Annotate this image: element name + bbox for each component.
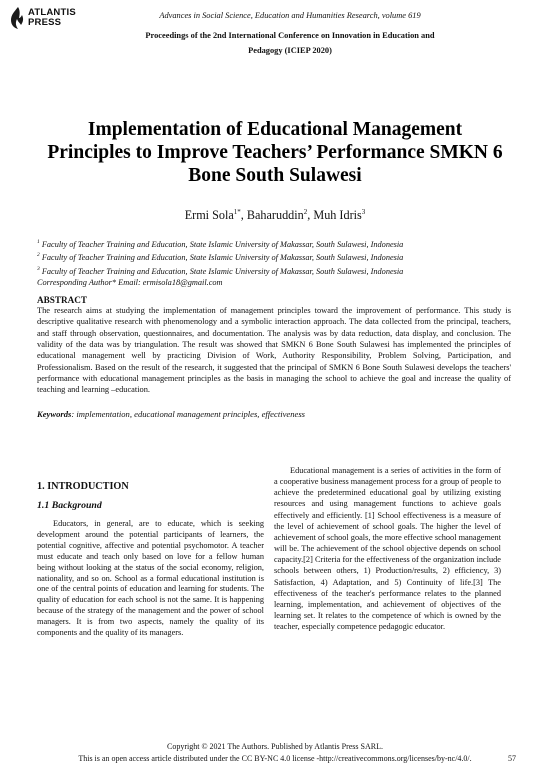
author-list: Ermi Sola$^{1*}$, Baharuddin$^2$, Muh Idris$^3$	[184, 208, 366, 223]
subsection-heading: 1.1 Background	[37, 500, 102, 511]
journal-line: Advances in Social Science, Education and Humanities Research, volume 619	[159, 11, 421, 20]
abstract-text: The research aims at studying the implementation of management principles toward the improvement of performance. This study is descriptive qualitative research with phenomenology and a symbolic interaction approach. The data collected from the principal, teachers, and staff through observation, questionnaires, and documentation. The analysis was by data reduction, data display, and conclusion. The validity of the data was by triangulation. The result was showed that SMKN 6 Bone South Sulawesi has implemented the principles of educational management well by practicing Division of Work, Authority Responsibility, Problem Solving, Participation, and Professionalism. Based on the result of the research, it suggested that the principal of SMKN 6 Bone South Sulawesi develops the teachers' performance with educational management principles as the basis in managing the school to achieve the goal and increase the quality of teaching and learning –education.	[37, 306, 511, 395]
body-paragraph-left: Educators, in general, are to educate, which is seeking development around the potential participants of learners, the potential cognitive, affective and potential psychomotor. A teacher must educate and teach only based on love for a fellow human being without looking at the status of the social economy, religion, nationality, and so on. School as a formal educational institution is one of the central points of education and learning for students. The quality of education for each school is not the same. It is happening because of the strategy of the management and the power of school managers. It is from two aspects, namely the quality of its components and the quality of its managers.	[37, 519, 264, 638]
proceedings-title	[100, 28, 480, 58]
corresponding-author: Corresponding Author* Email: ermisola18@gmail.com	[37, 278, 223, 288]
page-number: 57	[508, 754, 516, 763]
title-line-2: Principles to Improve Teachers’ Performance SMKN 6	[47, 142, 503, 163]
paper-title	[40, 118, 510, 187]
abstract-heading: ABSTRACT	[37, 295, 88, 305]
logo-line-1: ATLANTIS	[28, 7, 76, 18]
author-sup: 2	[303, 208, 308, 216]
author-name: Ermi Sola	[184, 208, 234, 223]
keywords	[37, 409, 511, 419]
copyright-line: Copyright © 2021 The Authors. Published by Atlantis Press SARL.	[167, 742, 383, 751]
author-sup: 1*	[233, 208, 241, 216]
affiliation-item: $^2$ Faculty of Teacher Training and Education, State Islamic University of Makassar, South Sulawesi, Indonesia	[37, 252, 404, 263]
affiliation-item: $^1$ Faculty of Teacher Training and Education, State Islamic University of Makassar, South Sulawesi, Indonesia	[37, 239, 404, 249]
title-line-3: Bone South Sulawesi	[188, 165, 362, 186]
proceedings-line-2: Pedagogy (ICIEP 2020)	[248, 46, 332, 55]
atlantis-press-logo	[8, 6, 88, 32]
author-sup: 3	[361, 208, 366, 216]
keywords-text: : implementation, educational management principles, effectiveness	[71, 409, 306, 419]
title-line-1: Implementation of Educational Management	[87, 119, 463, 140]
author-name: Muh Idris	[313, 208, 362, 223]
section-heading: 1. INTRODUCTION	[37, 481, 129, 492]
body-paragraph-right: Educational management is a series of activities in the form of a cooperative business management process for a group of people to achieve the predetermined educational goal by utilizing existing resources and using management functions to achieve goals effectively and efficiently. [1] School effectiveness is a measure of the level of achievement of school goals. The higher the level of achievement of school goals, the more effective school management will be. The achievement of the school objective depends on school capacity.[2] Criteria for the effectiveness of the organization include schools between others, 1) Production/results, 2) efficiency, 3) Satisfaction, 4) Adaptation, and 5) Continuity of life.[3] The effectiveness of the teacher's performance relates to the planned learning, implementation, and achievement of objectives of the learning set. It relates to the competence of which is owned by the teacher, especially competence pedagogic educator.	[274, 466, 501, 632]
license-line: This is an open access article distributed under the CC BY-NC 4.0 license -http://creativecommons.org/licenses/by-nc/4.0/.	[78, 754, 472, 763]
affiliation-item: $^3$ Faculty of Teacher Training and Education, State Islamic University of Makassar, South Sulawesi, Indonesia	[37, 265, 404, 276]
keywords-label: Keywords	[37, 409, 72, 419]
proceedings-line-1: Proceedings of the 2nd International Conference on Innovation in Education and	[145, 31, 435, 40]
logo-line-2: PRESS	[28, 17, 62, 28]
atlantis-flame-icon	[8, 6, 28, 30]
author-name: Baharuddin	[246, 208, 304, 223]
affiliations	[37, 237, 527, 289]
